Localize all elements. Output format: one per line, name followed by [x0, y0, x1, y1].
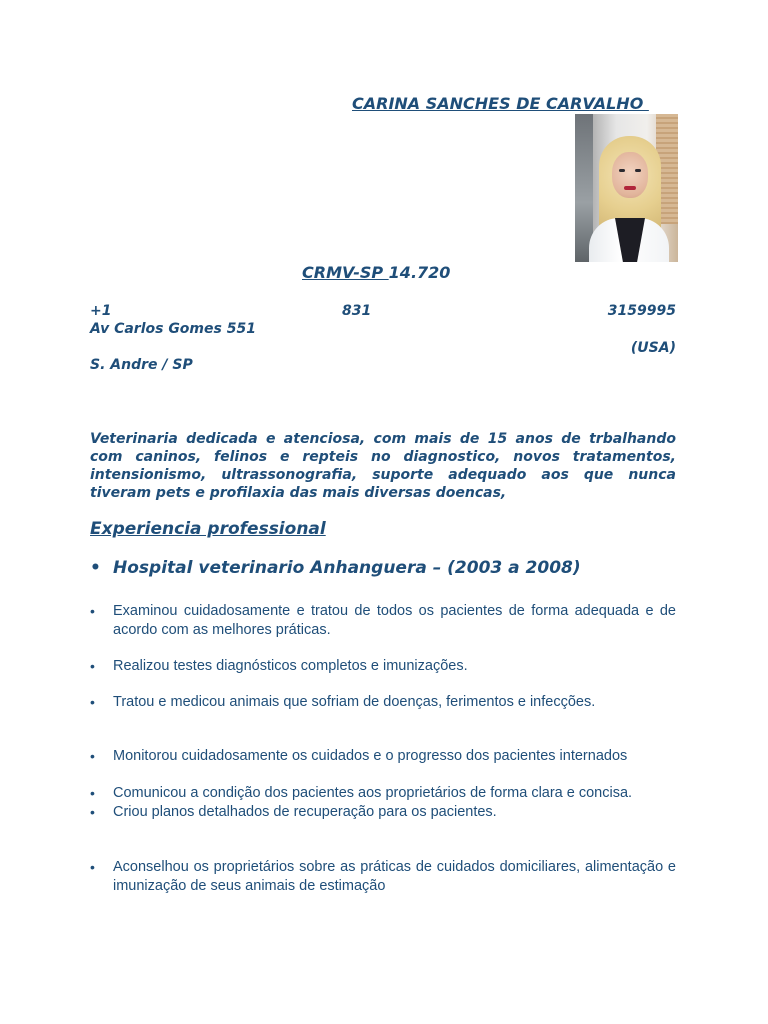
duty-item — [90, 858, 676, 895]
duty-text: Examinou cuidadosamente e tratou de todos os pacientes de forma adequada e de acordo com as melhores práticas. — [113, 603, 676, 638]
phone-line — [90, 303, 676, 321]
professional-summary: Veterinaria dedicada e atenciosa, com mais de 15 anos de trbalhando com caninos, felinos e repteis no diagnostico, novos tratamentos, intensionismo, ultrassonografia, suporte adequado aos que nunca tiveram pets e profilaxia das mais diversas doencas, — [90, 431, 676, 501]
candidate-name: CARINA SANCHES DE CARVALHO — [352, 94, 649, 113]
experience-heading: Experiencia professional — [90, 519, 326, 539]
crmv-registration — [302, 263, 450, 282]
duty-text: Monitorou cuidadosamente os cuidados e o progresso dos pacientes internados — [113, 748, 628, 764]
country: (USA) — [630, 340, 676, 356]
duty-item — [90, 803, 676, 822]
address: Av Carlos Gomes 551 — [90, 321, 256, 337]
city: S. Andre / SP — [90, 357, 193, 373]
bullet-icon: • — [90, 658, 95, 674]
bullet-icon: • — [90, 804, 95, 820]
duty-text: Realizou testes diagnósticos completos e imunizações. — [113, 658, 468, 674]
crmv-label: CRMV-SP — [302, 263, 389, 282]
duty-item — [90, 784, 676, 803]
duty-item — [90, 657, 676, 676]
bullet-icon: • — [90, 694, 95, 710]
duty-text: Tratou e medicou animais que sofriam de doenças, ferimentos e infecções. — [113, 694, 596, 710]
duty-item — [90, 693, 676, 712]
duty-item — [90, 602, 676, 639]
phone-number: 3159995 — [607, 303, 676, 319]
duty-text: Aconselhou os proprietários sobre as práticas de cuidados domiciliares, alimentação e imunização de seus animais de estimação — [113, 859, 676, 894]
profile-photo — [575, 114, 678, 262]
duty-item — [90, 747, 676, 766]
phone-country-code: +1 — [90, 303, 112, 319]
duty-text: Criou planos detalhados de recuperação para os pacientes. — [113, 804, 497, 820]
phone-area-code: 831 — [342, 303, 372, 319]
bullet-icon: • — [90, 603, 95, 619]
job-title: Hospital veterinario Anhanguera – (2003 a 2008) — [113, 558, 581, 578]
bullet-icon: • — [90, 785, 95, 801]
bullet-icon: • — [90, 558, 101, 578]
bullet-icon: • — [90, 748, 95, 764]
bullet-icon: • — [90, 859, 95, 875]
crmv-number: 14.720 — [388, 263, 451, 282]
duty-text: Comunicou a condição dos pacientes aos proprietários de forma clara e concisa. — [113, 785, 633, 801]
